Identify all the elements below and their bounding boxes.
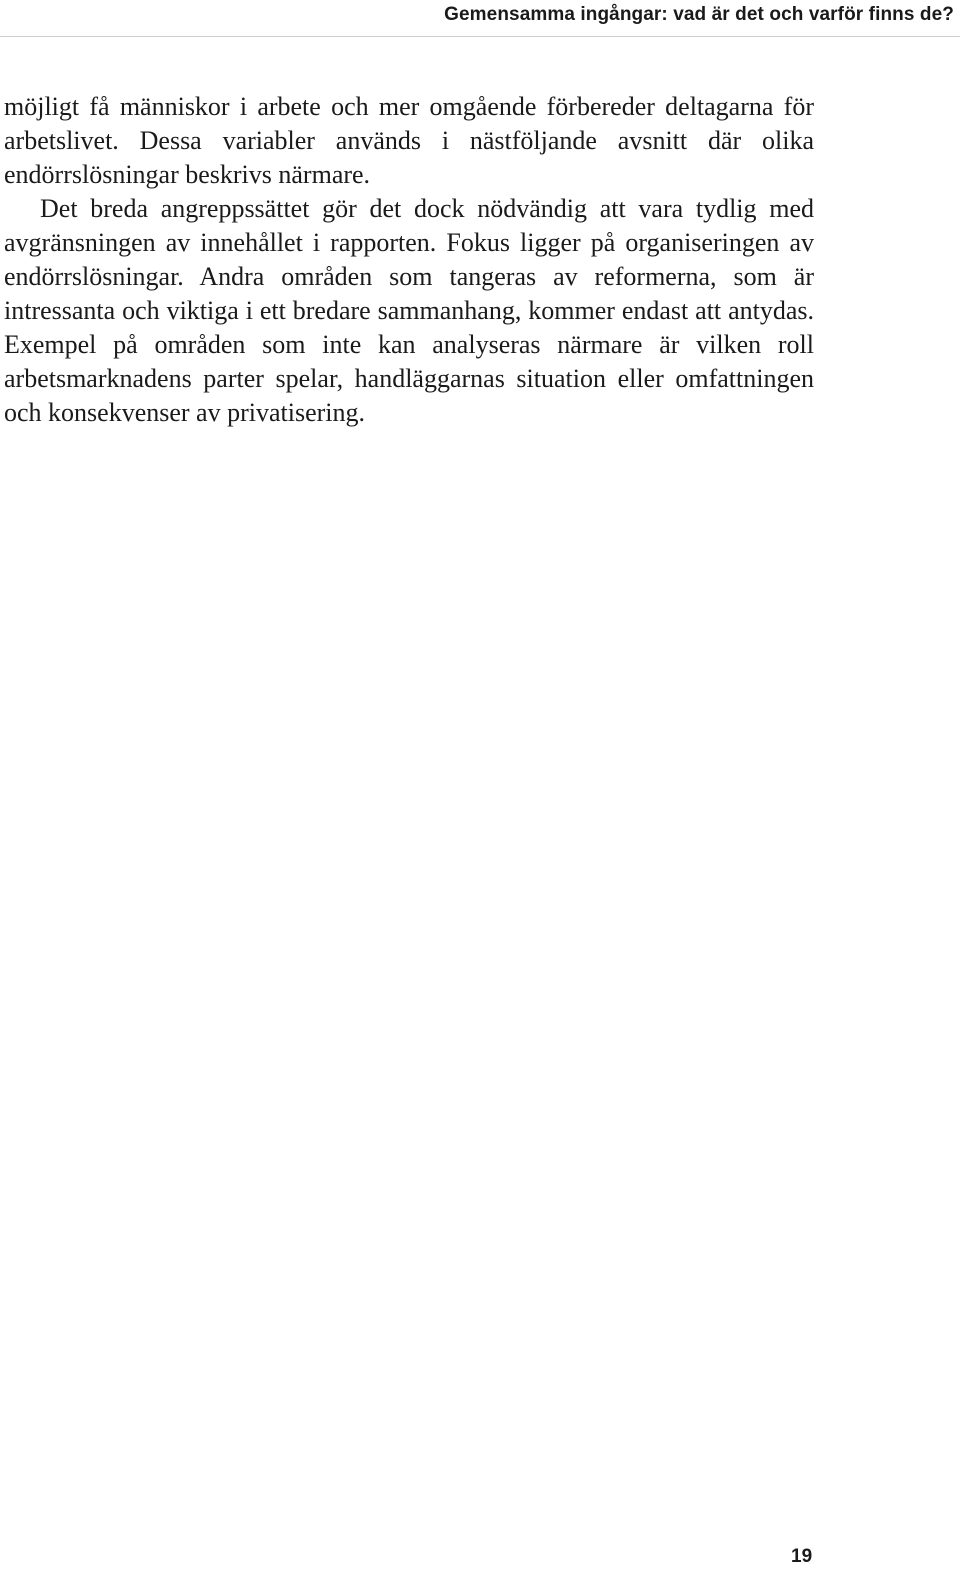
running-header: Gemensamma ingångar: vad är det och varför finns de? bbox=[444, 4, 954, 25]
paragraph-1: möjligt få människor i arbete och mer omgående förbereder deltagarna för arbetslivet. Dessa variabler används i nästföljande avsnitt där olika endörrslösningar beskrivs närmare. bbox=[4, 92, 814, 189]
page-number: 19 bbox=[791, 1546, 813, 1567]
body-text bbox=[4, 90, 814, 430]
header-divider bbox=[0, 36, 960, 37]
paragraph-2: Det breda angreppssättet gör det dock nödvändig att vara tydlig med avgränsningen av innehållet i rapporten. Fokus ligger på organiseringen av endörrslösningar. Andra områden som tangeras av reformerna, som är intressanta och viktiga i ett bredare sammanhang, kommer endast att antydas. Exempel på områden som inte kan analyseras närmare är vilken roll arbetsmarknadens parter spelar, handläggarnas situation eller omfattningen och konsekvenser av privatisering. bbox=[4, 194, 814, 427]
